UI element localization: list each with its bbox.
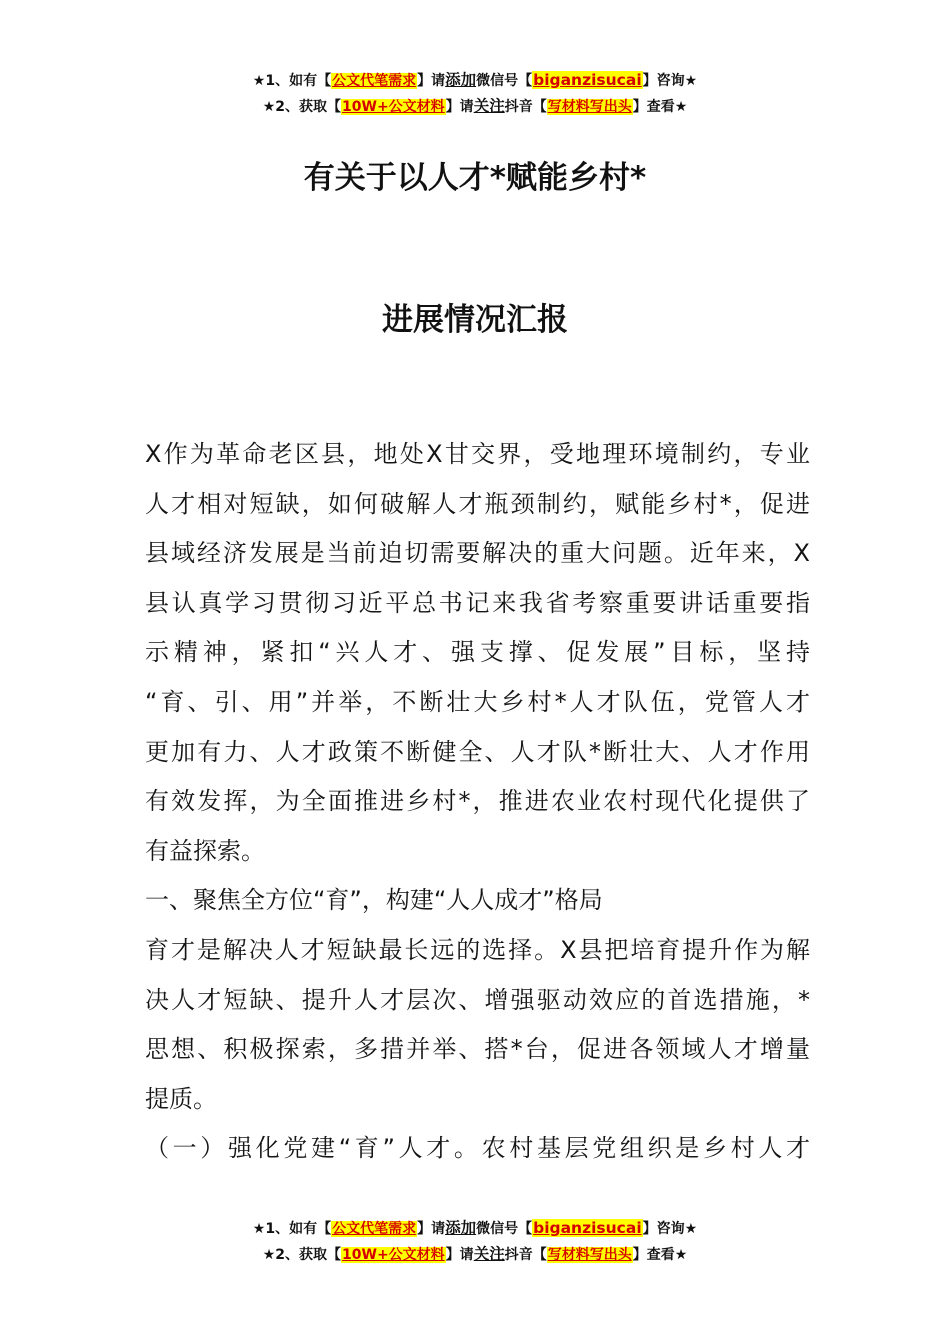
body-line: 更加有力、人才政策不断健全、人才队*断壮大、人才作用 <box>145 737 810 766</box>
banner-highlight-materials: 10W+公文材料 <box>342 1247 445 1263</box>
footer-banner-line-1 <box>0 1216 950 1242</box>
body-line: 决人才短缺、提升人才层次、增强驱动效应的首选措施，* <box>145 985 810 1014</box>
header-banner-line-2 <box>0 94 950 120</box>
banner-text: 】咨询★ <box>642 73 698 89</box>
banner-highlight-materials: 10W+公文材料 <box>342 99 445 115</box>
banner-text: 】请 <box>417 1221 446 1237</box>
banner-text: 微信号【 <box>476 1221 533 1237</box>
body-line: 有益探索。 <box>145 836 265 865</box>
banner-highlight-wechat-id: biganzisucai <box>533 1219 642 1237</box>
body-line: 示精神，紧扣“兴人才、强支撑、促发展”目标，坚持 <box>145 638 810 667</box>
body-line: 县认真学习贯彻习近平总书记来我省考察重要讲话重要指 <box>145 588 810 617</box>
banner-highlight-douyin: 写材料写出头 <box>547 99 632 115</box>
banner-underlined-word: 关注 <box>473 97 505 115</box>
banner-text: 抖音【 <box>504 1247 547 1263</box>
banner-underlined-word: 添加 <box>445 1219 477 1237</box>
banner-text: ★1、如有【 <box>252 73 332 89</box>
banner-text: 微信号【 <box>476 73 533 89</box>
banner-text: ★2、获取【 <box>262 1247 342 1263</box>
section-heading: 一、聚焦全方位“育”，构建“人人成才”格局 <box>145 886 603 915</box>
body-line: “育、引、用”并举，不断壮大乡村*人才队伍，党管人才 <box>145 687 810 716</box>
body-line: 思想、积极探索，多措并举、搭*台，促进各领域人才增量 <box>145 1035 810 1064</box>
banner-text: 】查看★ <box>632 1247 688 1263</box>
body-line: 县域经济发展是当前迫切需要解决的重大问题。近年来，X <box>145 539 810 568</box>
body-line: X作为革命老区县，地处X甘交界，受地理环境制约，专业 <box>145 440 810 468</box>
document-title-line-1: 有关于以人才*赋能乡村* <box>303 160 647 196</box>
document-body <box>145 430 810 1174</box>
banner-highlight-service: 公文代笔需求 <box>332 73 417 89</box>
banner-highlight-service: 公文代笔需求 <box>332 1221 417 1237</box>
body-line: 人才相对短缺，如何破解人才瓶颈制约，赋能乡村*，促进 <box>145 489 810 518</box>
document-title-line-2: 进展情况汇报 <box>382 302 568 338</box>
banner-underlined-word: 添加 <box>445 71 477 89</box>
header-banner-line-1 <box>0 68 950 94</box>
subsection-heading: （一）强化党建“育”人才。农村基层党组织是乡村人才 <box>145 1134 810 1163</box>
header-banner <box>0 68 950 120</box>
banner-text: ★1、如有【 <box>252 1221 332 1237</box>
body-line: 提质。 <box>145 1084 217 1113</box>
body-line: 有效发挥，为全面推进乡村*，推进农业农村现代化提供了 <box>145 787 810 816</box>
banner-text: 】查看★ <box>632 99 688 115</box>
banner-highlight-douyin: 写材料写出头 <box>547 1247 632 1263</box>
banner-text: 抖音【 <box>504 99 547 115</box>
banner-text: ★2、获取【 <box>262 99 342 115</box>
banner-underlined-word: 关注 <box>473 1245 505 1263</box>
body-line: 育才是解决人才短缺最长远的选择。X县把培育提升作为解 <box>145 935 810 964</box>
footer-banner-line-2 <box>0 1242 950 1268</box>
banner-text: 】请 <box>445 1247 474 1263</box>
banner-text: 】请 <box>445 99 474 115</box>
banner-text: 】咨询★ <box>642 1221 698 1237</box>
banner-highlight-wechat-id: biganzisucai <box>533 71 642 89</box>
footer-banner <box>0 1216 950 1268</box>
banner-text: 】请 <box>417 73 446 89</box>
